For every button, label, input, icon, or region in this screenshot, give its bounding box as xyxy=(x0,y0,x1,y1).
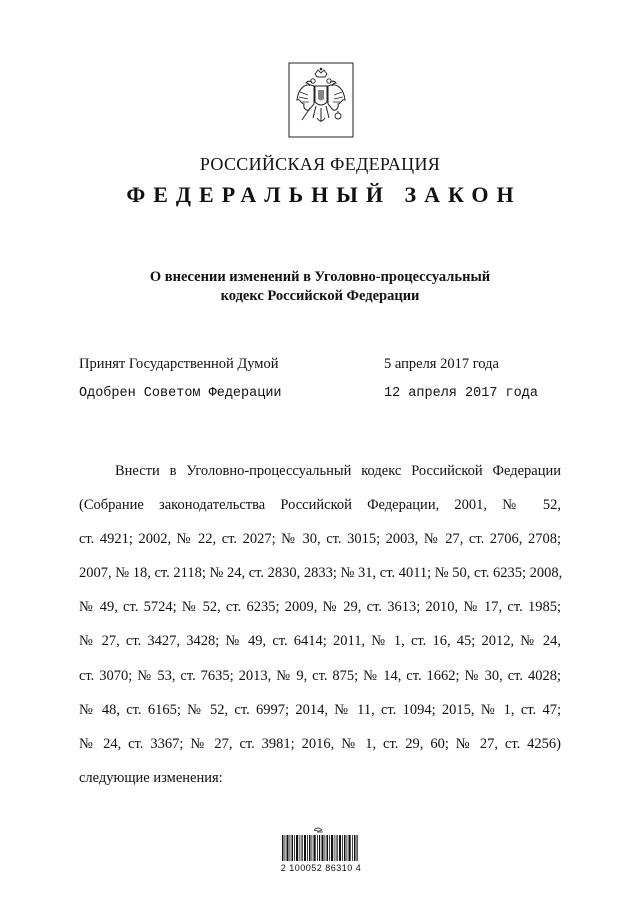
body-text-line: Внести в Уголовно-процессуальный кодекс Российской Федерации xyxy=(115,463,561,479)
body-text-line: № 27, ст. 3427, 3428; № 49, ст. 6414; 2011, № 1, ст. 16, 45; 2012, № 24, xyxy=(79,633,561,649)
body-text-line: № 49, ст. 5724; № 52, ст. 6235; 2009, № 29, ст. 3613; 2010, № 17, ст. 1985; xyxy=(79,599,561,615)
body-text-line: следующие изменения: xyxy=(79,770,223,786)
council-approval-label: Одобрен Советом Федерации xyxy=(79,386,282,401)
barcode-number: 2 100052 86310 4 xyxy=(280,863,362,873)
country-title: РОССИЙСКАЯ ФЕДЕРАЦИЯ xyxy=(199,154,441,174)
duma-adoption-label: Принят Государственной Думой xyxy=(79,356,279,372)
russian-coat-of-arms-icon xyxy=(288,62,354,138)
duma-adoption-date: 5 апреля 2017 года xyxy=(384,356,499,372)
body-text-line: № 48, ст. 6165; № 52, ст. 6997; 2014, № 11, ст. 1094; 2015, № 1, ст. 47; xyxy=(79,702,561,718)
law-subject xyxy=(0,268,640,306)
body-text-line: № 24, ст. 3367; № 27, ст. 3981; 2016, № 1, ст. 29, 60; № 27, ст. 4256) xyxy=(79,736,561,752)
body-text-line: 2007, № 18, ст. 2118; № 24, ст. 2830, 2833; № 31, ст. 4011; № 50, ст. 6235; 2008, xyxy=(79,565,563,581)
law-subject-line: кодекс Российской Федерации xyxy=(220,288,420,304)
document-type-title: ФЕДЕРАЛЬНЫЙ ЗАКОН xyxy=(126,182,522,207)
body-text-line: ст. 3070; № 53, ст. 7635; 2013, № 9, ст. 875; № 14, ст. 1662; № 30, ст. 4028; xyxy=(79,668,561,684)
law-subject-line: О внесении изменений в Уголовно-процессуальный xyxy=(149,269,491,285)
body-text-line: ст. 4921; 2002, № 22, ст. 2027; № 30, ст. 3015; 2003, № 27, ст. 2706, 2708; xyxy=(79,531,561,547)
council-approval-date: 12 апреля 2017 года xyxy=(384,386,538,401)
body-text-line: (Собрание законодательства Российской Федерации, 2001, № 52, xyxy=(79,497,561,513)
